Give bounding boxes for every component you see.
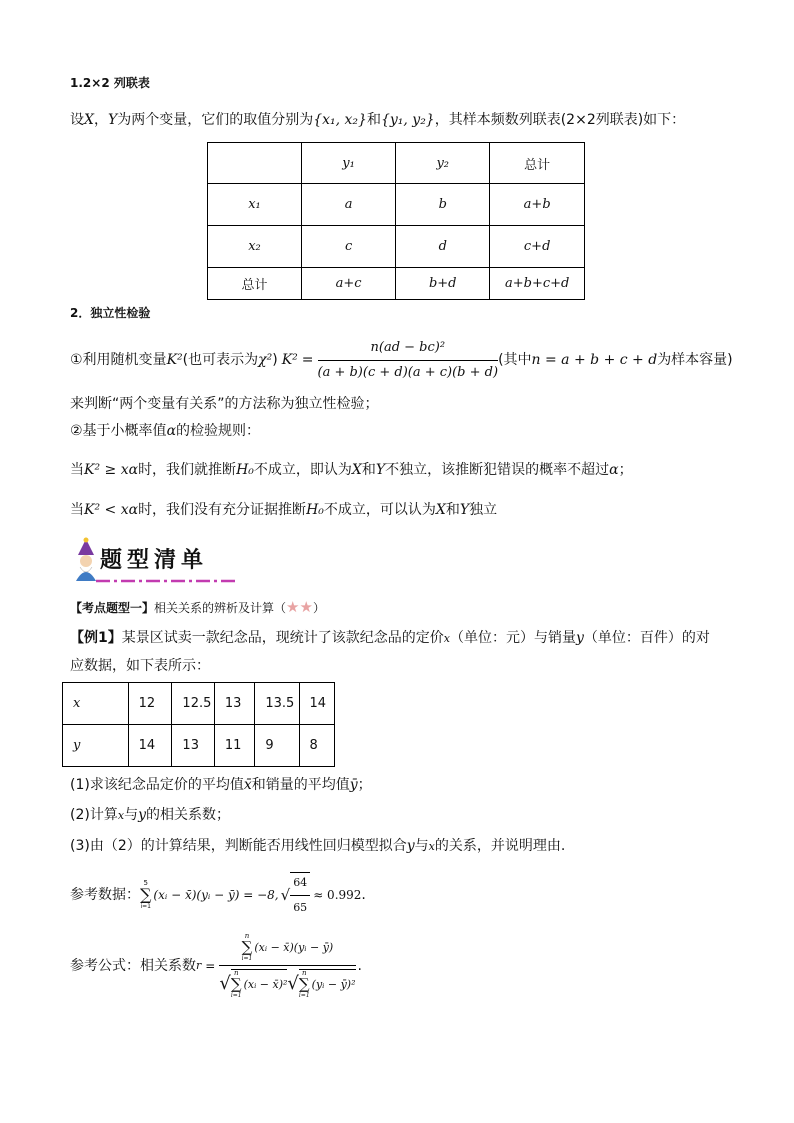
ref-formula-label: 参考公式：相关系数 bbox=[70, 958, 196, 974]
sqrt-numerator: 64 bbox=[290, 873, 310, 896]
table-header-cell: y₂ bbox=[396, 143, 490, 184]
sum-lower: i=1 bbox=[230, 992, 242, 999]
sqrt-fraction bbox=[290, 872, 310, 918]
q1-text-c: ； bbox=[357, 777, 372, 793]
q3-text-b: 与 bbox=[414, 838, 429, 854]
sum-symbol: n ∑ i=1 bbox=[241, 932, 253, 962]
n-definition: n = a + b + c + d bbox=[531, 352, 658, 368]
alpha-rule-intro bbox=[70, 421, 260, 441]
q1-text-b: 和销量的平均值 bbox=[251, 777, 350, 793]
rule1-text-e: 不独立，该推断犯错误的概率不超过 bbox=[385, 462, 610, 478]
alpha-text-b: 的检验规则： bbox=[176, 423, 261, 439]
topic-title: 相关关系的辨析及计算（ bbox=[154, 601, 287, 615]
table-cell: 14 bbox=[299, 683, 335, 725]
banner-underline bbox=[96, 577, 236, 585]
q3-text-a: (3)由（2）的计算结果，判断能否用线性回归模型拟合 bbox=[70, 838, 407, 854]
alpha-symbol: α bbox=[166, 423, 177, 439]
sqrt-denominator: 65 bbox=[293, 901, 308, 914]
section-heading-independence: 2．独立性检验 bbox=[70, 306, 151, 320]
rule2-text-d: 和 bbox=[445, 502, 460, 518]
var-x: x bbox=[428, 840, 435, 853]
intro-text-c: ，其样本频数列联表(2×2列联表)如下： bbox=[434, 112, 686, 128]
row-label-y: y bbox=[63, 725, 129, 767]
sum-upper: n bbox=[302, 969, 307, 977]
topic-line bbox=[70, 598, 325, 617]
rule2-condition: K² < xα bbox=[84, 502, 139, 518]
example-label: 【例1】 bbox=[70, 630, 122, 646]
question-2 bbox=[70, 805, 230, 826]
k2-formula-line bbox=[70, 338, 733, 382]
topic-tag: 【考点题型一】 bbox=[70, 601, 155, 615]
table-cell: 13 bbox=[214, 683, 254, 725]
r-variable: r bbox=[196, 959, 202, 972]
example-line-2: 应数据，如下表所示： bbox=[70, 658, 210, 674]
sum-lower: i=1 bbox=[241, 955, 253, 962]
table-cell: c bbox=[302, 226, 396, 268]
intro-text-b: 为两个变量，它们的取值分别为 bbox=[117, 112, 314, 128]
price-sales-table bbox=[62, 682, 335, 767]
sum-upper: n bbox=[233, 969, 239, 977]
star-icon: ★ bbox=[286, 598, 300, 616]
table-cell: b bbox=[396, 184, 490, 226]
alpha-symbol: α bbox=[609, 462, 619, 478]
k2-numerator: n(ad − bc)² bbox=[318, 338, 499, 361]
q2-text-c: 的相关系数； bbox=[145, 807, 230, 823]
r-dot: . bbox=[357, 958, 362, 974]
sum-lower: i=1 bbox=[298, 992, 310, 999]
topic-close: ） bbox=[312, 601, 325, 615]
q1-text-a: (1)求该纪念品定价的平均值 bbox=[70, 777, 244, 793]
chi2-symbol: χ² bbox=[258, 352, 273, 368]
table-cell: b+d bbox=[396, 268, 490, 300]
alpha-text-a: ②基于小概率值 bbox=[70, 423, 167, 439]
comma: ， bbox=[93, 112, 108, 128]
sum-symbol: n ∑ i=1 bbox=[298, 969, 310, 999]
row-label-x: x bbox=[63, 683, 129, 725]
section-heading-contingency: 1.2×2 列联表 bbox=[70, 76, 150, 90]
table-cell: a+b bbox=[490, 184, 585, 226]
reference-data-line: 参考数据： 5 ∑ i=1 (xᵢ − x̄)(yᵢ − ȳ) = −8, √ $\frac{64}{65}$ ≈ 0.992 . bbox=[70, 872, 366, 918]
table-cell: 14 bbox=[128, 725, 172, 767]
rule1-condition: K² ≥ xα bbox=[84, 462, 139, 478]
var-y: y bbox=[575, 630, 584, 646]
table-cell: a+c bbox=[302, 268, 396, 300]
example-text-a: 某景区试卖一款纪念品，现统计了该款纪念品的定价 bbox=[121, 630, 444, 646]
var-Y: Y bbox=[107, 112, 118, 128]
k2-denominator: (a + b)(c + d)(a + c)(b + d) bbox=[317, 364, 499, 380]
rule2-text-e: 独立 bbox=[469, 502, 498, 518]
table-header-cell bbox=[208, 143, 302, 184]
rule-reject-line bbox=[70, 460, 633, 480]
ref-data-label: 参考数据： bbox=[70, 887, 140, 903]
contingency-intro bbox=[70, 110, 685, 130]
y-bar: ȳ bbox=[349, 777, 358, 793]
banner-title: 题型清单 bbox=[100, 547, 209, 573]
h0-symbol: H₀ bbox=[306, 502, 324, 518]
question-3 bbox=[70, 836, 565, 857]
sum-symbol: 5 ∑ i=1 bbox=[140, 879, 152, 910]
x-bar: x̄ bbox=[243, 777, 252, 793]
var-X: X bbox=[84, 112, 94, 128]
r-den-a: (xᵢ − x̄)² bbox=[243, 977, 288, 991]
table-header-cell: y₁ bbox=[302, 143, 396, 184]
table-cell: x₂ bbox=[208, 226, 302, 268]
r-equals: = bbox=[205, 959, 216, 973]
table-cell: 9 bbox=[255, 725, 299, 767]
table-cell: a bbox=[302, 184, 396, 226]
var-Y: Y bbox=[375, 462, 386, 478]
rule1-text-b: 时，我们就推断 bbox=[138, 462, 237, 478]
k2-text-d: (其中 bbox=[498, 352, 532, 368]
r-numerator-body: (xᵢ − x̄)(yᵢ − ȳ) bbox=[254, 940, 334, 954]
reference-formula-line bbox=[70, 928, 362, 1004]
equals-sign: = bbox=[301, 352, 314, 368]
h0-symbol: H₀ bbox=[236, 462, 254, 478]
example-text-c: （单位：百件）的对 bbox=[583, 630, 710, 646]
var-Y: Y bbox=[459, 502, 470, 518]
rule2-text-b: 时，我们没有充分证据推断 bbox=[138, 502, 307, 518]
sum-upper: 5 bbox=[143, 879, 148, 887]
k2-symbol-2: K² bbox=[281, 352, 298, 368]
var-y: y bbox=[138, 807, 146, 823]
table-cell: 8 bbox=[299, 725, 335, 767]
k2-text-c: ) bbox=[272, 352, 278, 368]
q2-text-b: 与 bbox=[124, 807, 139, 823]
example-text-b: （单位：元）与销量 bbox=[449, 630, 576, 646]
rule1-text-c: 不成立，即认为 bbox=[253, 462, 352, 478]
var-x: x bbox=[117, 809, 125, 822]
rule1-text-d: 和 bbox=[361, 462, 376, 478]
table-cell: 12.5 bbox=[172, 683, 214, 725]
k2-fraction bbox=[318, 338, 499, 383]
k2-text-b: (也可表示为 bbox=[182, 352, 259, 368]
independence-def-line: 来判断“两个变量有关系”的方法称为独立性检验； bbox=[70, 396, 379, 412]
intro-text-a: 设 bbox=[70, 112, 84, 128]
sum-lower: i=1 bbox=[140, 903, 151, 910]
k2-text-e: 为样本容量) bbox=[657, 352, 733, 368]
table-cell: 总计 bbox=[208, 268, 302, 300]
var-y: y bbox=[406, 838, 415, 854]
ref-dot: . bbox=[361, 887, 366, 903]
table-cell: d bbox=[396, 226, 490, 268]
contingency-table bbox=[207, 142, 585, 300]
set-x: {x₁, x₂} bbox=[313, 112, 367, 128]
k2-text-a: ①利用随机变量 bbox=[70, 352, 167, 368]
ref-approx: ≈ 0.992 bbox=[313, 888, 362, 902]
table-header-cell: 总计 bbox=[490, 143, 585, 184]
rule-accept-line bbox=[70, 500, 497, 520]
var-X: X bbox=[435, 502, 446, 518]
k2-symbol: K² bbox=[166, 352, 183, 368]
ref-sum-body: (xᵢ − x̄)(yᵢ − ȳ) = −8, bbox=[153, 888, 279, 902]
rule1-text-a: 当 bbox=[70, 462, 84, 478]
example-line-1 bbox=[70, 628, 710, 649]
r-numerator bbox=[219, 933, 355, 966]
r-denominator: √ n ∑ i=1 (xᵢ − x̄)² √ n ∑ i=1 (yᵢ − ȳ)² bbox=[219, 969, 356, 999]
star-icon: ★ bbox=[299, 598, 313, 616]
table-cell: 11 bbox=[214, 725, 254, 767]
r-fraction bbox=[219, 933, 355, 999]
intro-he: 和 bbox=[366, 112, 381, 128]
q3-text-c: 的关系，并说明理由. bbox=[434, 838, 566, 854]
table-cell: x₁ bbox=[208, 184, 302, 226]
rule2-text-c: 不成立，可以认为 bbox=[323, 502, 436, 518]
sum-symbol: n ∑ i=1 bbox=[230, 969, 242, 999]
set-y: {y₁, y₂} bbox=[380, 112, 435, 128]
table-cell: a+b+c+d bbox=[490, 268, 585, 300]
table-cell: 12 bbox=[128, 683, 172, 725]
rule2-text-a: 当 bbox=[70, 502, 84, 518]
r-den-b: (yᵢ − ȳ)² bbox=[311, 977, 356, 991]
sum-upper: n bbox=[244, 932, 250, 940]
q2-text-a: (2)计算 bbox=[70, 807, 118, 823]
var-X: X bbox=[351, 462, 362, 478]
table-cell: c+d bbox=[490, 226, 585, 268]
rule1-text-f: ； bbox=[618, 462, 633, 478]
table-cell: 13.5 bbox=[255, 683, 299, 725]
table-cell: 13 bbox=[172, 725, 214, 767]
var-x: x bbox=[443, 632, 450, 645]
question-1 bbox=[70, 775, 372, 795]
question-types-banner bbox=[70, 537, 240, 587]
